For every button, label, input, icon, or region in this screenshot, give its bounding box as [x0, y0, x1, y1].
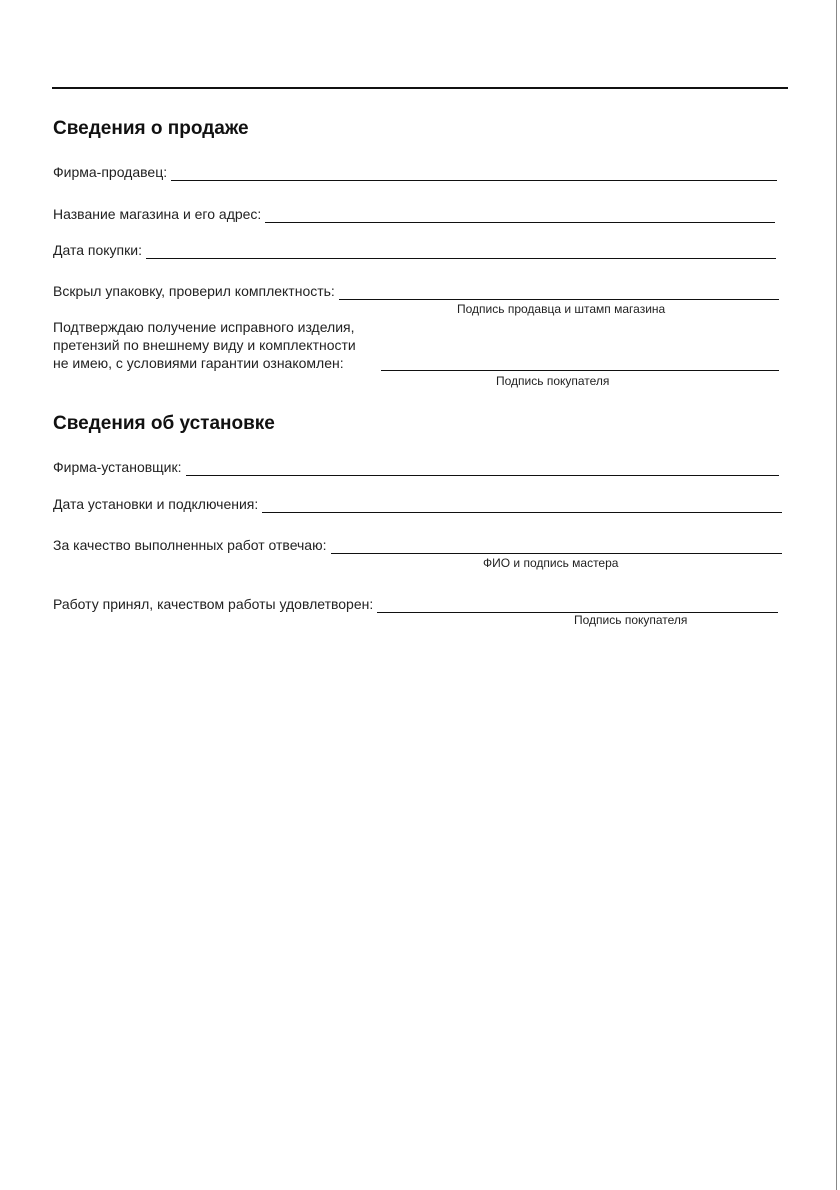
- store-input-line[interactable]: [265, 208, 775, 223]
- header-rule: [52, 87, 788, 89]
- seller-label: Фирма-продавец:: [53, 164, 168, 180]
- opened-label: Вскрыл упаковку, проверил комплектность:: [53, 283, 335, 299]
- purchase-date-input-line[interactable]: [146, 244, 776, 259]
- confirm-label-1: Подтверждаю получение исправного изделия,: [53, 319, 355, 335]
- quality-label: За качество выполненных работ отвечаю:: [53, 537, 327, 553]
- seller-field[interactable]: [53, 164, 777, 181]
- section-title-sale: Сведения о продаже: [53, 118, 249, 139]
- confirm-label-3: не имею, с условиями гарантии ознакомлен:: [53, 355, 344, 371]
- store-field[interactable]: [53, 206, 775, 223]
- confirm-label-2: претензий по внешнему виду и комплектности: [53, 337, 356, 353]
- buyer-acceptance-caption: Подпись покупателя: [574, 613, 688, 627]
- quality-field[interactable]: [53, 537, 782, 554]
- purchase-date-label: Дата покупки:: [53, 242, 142, 258]
- master-signature-line[interactable]: [331, 539, 783, 554]
- store-label: Название магазина и его адрес:: [53, 206, 262, 222]
- seller-signature-line[interactable]: [339, 285, 779, 300]
- seller-input-line[interactable]: [171, 166, 777, 181]
- section-title-install: Сведения об установке: [53, 413, 275, 434]
- accepted-label: Работу принял, качеством работы удовлетворен:: [53, 596, 374, 612]
- master-signature-caption: ФИО и подпись мастера: [483, 556, 619, 570]
- installer-label: Фирма-установщик:: [53, 459, 182, 475]
- seller-signature-caption: Подпись продавца и штамп магазина: [457, 302, 666, 316]
- purchase-date-field[interactable]: [53, 242, 776, 259]
- installer-input-line[interactable]: [186, 461, 779, 476]
- page-edge: [836, 0, 837, 1190]
- install-date-field[interactable]: [53, 496, 782, 513]
- install-date-input-line[interactable]: [262, 498, 782, 513]
- accepted-field[interactable]: [53, 596, 778, 613]
- opened-field[interactable]: [53, 283, 779, 300]
- buyer-signature-caption: Подпись покупателя: [496, 374, 610, 388]
- buyer-acceptance-signature-line[interactable]: [377, 598, 778, 613]
- buyer-signature-line[interactable]: [381, 370, 779, 371]
- install-date-label: Дата установки и подключения:: [53, 496, 259, 512]
- installer-field[interactable]: [53, 459, 779, 476]
